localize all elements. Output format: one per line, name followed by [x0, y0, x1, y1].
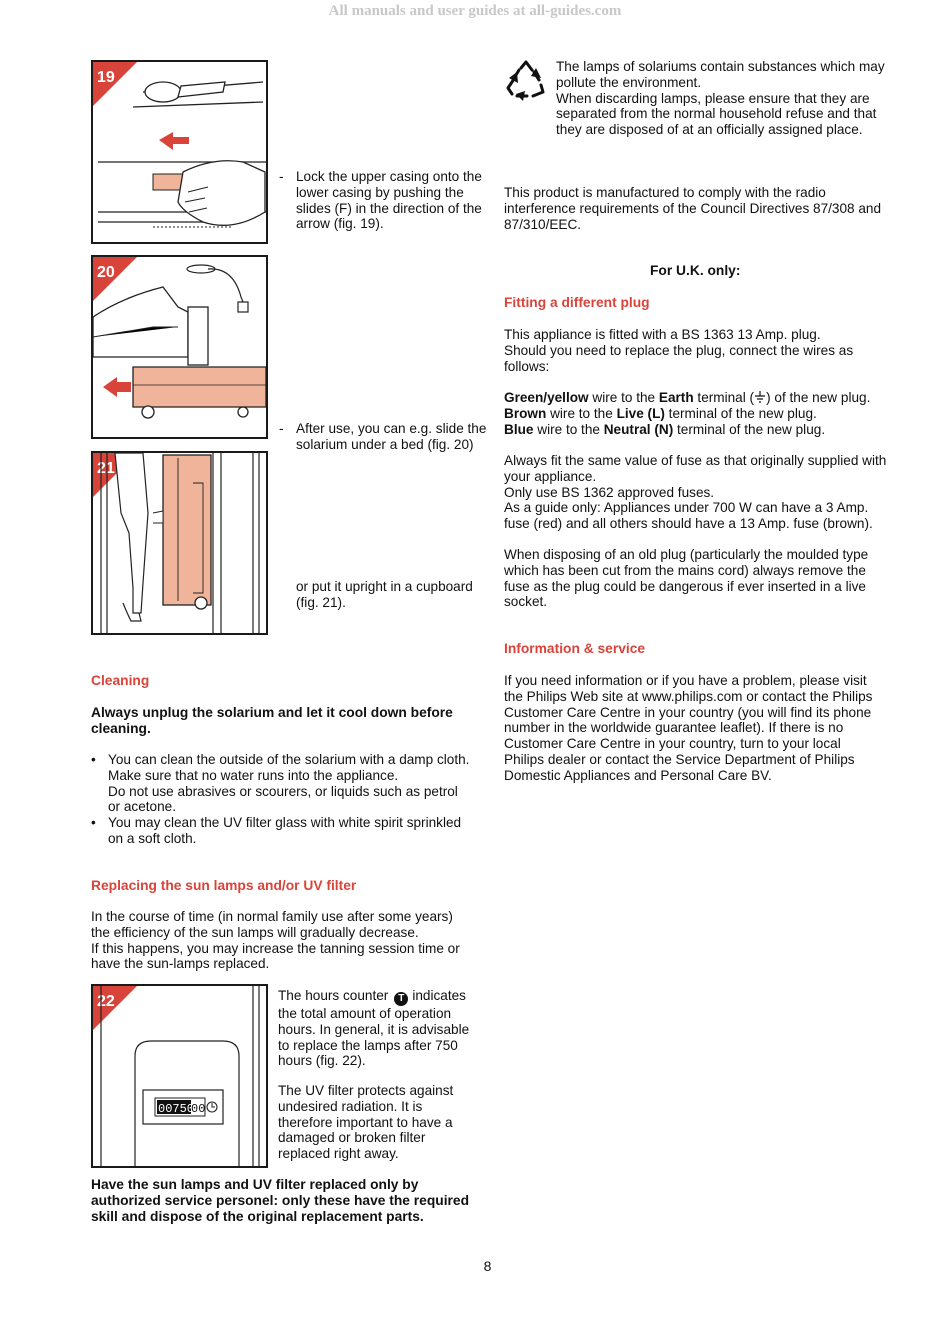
figure-19	[91, 60, 268, 244]
wire-neutral-color: Blue	[504, 421, 534, 437]
cleaning-bullet-1-b: Do not use abrasives or scourers, or liquids such as petrol or acetone.	[108, 783, 458, 815]
recycle-icon	[503, 58, 549, 104]
plug-p1: This appliance is fitted with a BS 1363 13 Amp. plug.	[504, 327, 821, 342]
radio-interference-text: This product is manufactured to comply with the radio interference requirements of the Council Directives 87/308 and 87/310/EEC.	[504, 185, 882, 232]
fig20-caption: - After use, you can e.g. slide the solarium under a bed (fig. 20)	[279, 421, 491, 453]
cleaning-warning: Always unplug the solarium and let it cool down before cleaning.	[91, 705, 453, 736]
wire-neutral	[504, 422, 904, 438]
service-warning: Have the sun lamps and UV filter replaced only by authorized service personel: only these have the required skill and dispose of the original replacement parts.	[91, 1177, 469, 1224]
wire-neutral-terminal: Neutral (N)	[603, 421, 674, 437]
figure-19-number: 19	[97, 69, 115, 86]
wire-live-color: Brown	[504, 405, 547, 421]
figure-22-number: 22	[97, 993, 115, 1010]
counter-digits-black: 00750	[158, 1102, 195, 1116]
figure-21-illustration	[93, 453, 266, 633]
hours-post: indicates the total amount of operation hours. In general, it is advisable to replace the lamps after 750 hours (fig. 22).	[278, 988, 470, 1069]
wiring-instructions	[504, 390, 904, 437]
watermark: All manuals and user guides at all-guides.com	[328, 3, 622, 19]
uv-filter-text: The UV filter protects against undesired radiation. It is therefore important to have a damaged or broken filter replaced right away.	[278, 1083, 454, 1162]
wire-earth-color: Green/yellow	[504, 390, 589, 405]
fuse-p3: As a guide only: Appliances under 700 W can have a 3 Amp. fuse (red) and all others should have a 13 Amp. fuse (brown).	[504, 500, 873, 532]
counter-digits-white: 00	[191, 1102, 206, 1116]
plug-p2: Should you need to replace the plug, connect the wires as follows:	[504, 342, 854, 374]
hours-counter-text	[278, 988, 473, 1069]
figure-20-number: 20	[97, 264, 115, 281]
replace-p1: In the course of time (in normal family use after some years) the efficiency of the sun lamps will gradually decrease.	[91, 909, 453, 940]
wire-earth-terminal: Earth	[658, 390, 694, 405]
wire-live-end: terminal of the new plug.	[664, 405, 817, 421]
plug-heading: Fitting a different plug	[504, 295, 650, 310]
uk-only-heading: For U.K. only:	[650, 263, 741, 278]
earth-icon	[754, 391, 766, 403]
fuse-text	[504, 453, 889, 532]
fuse-p2: Only use BS 1362 approved fuses.	[504, 484, 715, 500]
cleaning-bullet-1	[91, 752, 471, 815]
wire-neutral-mid: wire to the	[533, 421, 604, 437]
replace-text	[91, 909, 471, 972]
info-text: If you need information or if you have a problem, please visit the Philips Web site at www.philips.com or contact the Philips Customer Care Centre in your country (you will find its phone number in the worldwide guarantee leaflet). If there is no Customer Care Centre in your country, turn to your local Philips dealer or contact the Service Department of Philips Domestic Appliances and Personal Care BV.	[504, 673, 873, 783]
plug-text	[504, 327, 889, 374]
hours-pre: The hours counter	[278, 988, 389, 1003]
replace-heading: Replacing the sun lamps and/or UV filter	[91, 878, 357, 893]
environment-p2: When discarding lamps, please ensure that they are separated from the normal household refuse and that they are disposed of at an officially assigned place.	[556, 90, 877, 138]
wire-live-mid: wire to the	[546, 405, 617, 421]
fig21-caption: or put it upright in a cupboard (fig. 21).	[296, 579, 473, 610]
replace-p2: If this happens, you may increase the tanning session time or have the sun-lamps replaced.	[91, 940, 460, 972]
environment-p1: The lamps of solariums contain substances which may pollute the environment.	[556, 59, 885, 90]
figure-19-illustration	[93, 62, 266, 242]
figure-21	[91, 451, 268, 635]
cleaning-heading: Cleaning	[91, 673, 150, 688]
dispose-plug-text: When disposing of an old plug (particularly the moulded type which has been cut from the mains cord) always remove the fuse as the plug could be dangerous if ever inserted in a live socket.	[504, 547, 869, 610]
wire-neutral-end: terminal of the new plug.	[673, 421, 826, 437]
fig19-caption: - Lock the upper casing onto the lower casing by pushing the slides (F) in the direction of the arrow (fig. 19).	[279, 169, 491, 232]
figure-22	[91, 984, 268, 1168]
cleaning-bullet-2: • You may clean the UV filter glass with white spirit sprinkled on a soft cloth.	[91, 815, 471, 847]
wire-earth	[504, 390, 904, 406]
wire-live	[504, 406, 904, 422]
figure-21-number: 21	[97, 460, 115, 477]
figure-22-illustration	[93, 986, 266, 1166]
figure-20	[91, 255, 268, 439]
info-heading: Information & service	[504, 641, 646, 656]
cleaning-bullet-1-a: • You can clean the outside of the solarium with a damp cloth. Make sure that no water runs into the appliance.	[108, 752, 470, 783]
wire-earth-end: ) of the new plug.	[766, 390, 871, 405]
wire-earth-mid2: terminal (	[693, 390, 755, 405]
wire-earth-mid: wire to the	[588, 390, 659, 405]
fuse-p1: Always fit the same value of fuse as that originally supplied with your appliance.	[504, 453, 887, 484]
wire-live-terminal: Live (L)	[616, 405, 665, 421]
counter-t-icon: T	[394, 992, 408, 1006]
cleaning-list	[91, 752, 471, 847]
environment-text	[556, 59, 886, 138]
figure-20-illustration	[93, 257, 266, 437]
page-number: 8	[483, 1258, 492, 1274]
